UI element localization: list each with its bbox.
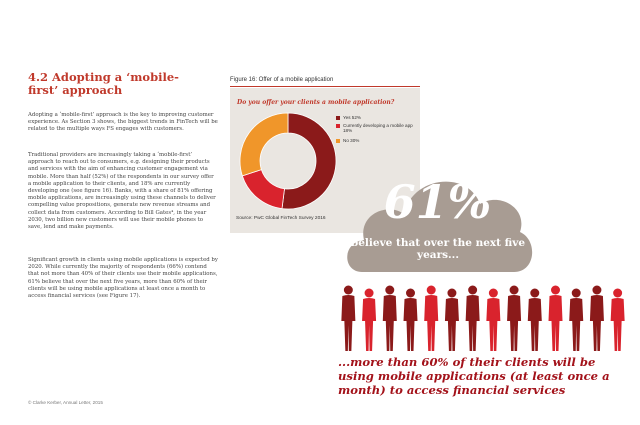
person-silhouette xyxy=(362,289,376,352)
paragraph-traditional-providers: Traditional providers are increasingly taking a ‘mobile-first’ approach to reach out to consumers, e.g. designing their products and services with the aim of enhancing customer engagement via mobile. More than half (52%) of the respondents in our survey offer a mobile application to their clients, and 18% are currently developing one (see figure 16). Banks, with a share of 81% offering mobile applications, are increasingly using these channels to deliver compelling value propositions, generate new revenue streams and collect data from customers. According to Bill Gates⁴, in the year 2030, two billion new customers will use their mobile phones to save, lend and make payments. xyxy=(28,152,216,231)
person-silhouette xyxy=(341,286,355,352)
person-silhouette xyxy=(507,286,521,352)
big-stat: 61% xyxy=(383,175,492,229)
person-silhouette xyxy=(549,286,563,352)
figure-source: Source: PwC Global FinTech Survey 2016 xyxy=(236,216,326,221)
person-silhouette xyxy=(383,286,397,352)
legend-swatch xyxy=(336,139,340,143)
figure-title: Figure 16: Offer of a mobile application xyxy=(230,77,334,83)
person-silhouette xyxy=(445,289,459,352)
legend-item-yes xyxy=(343,115,413,120)
legend-item-developing xyxy=(343,123,413,134)
people-silhouettes xyxy=(338,283,628,353)
person-silhouette xyxy=(486,289,500,352)
person-silhouette xyxy=(590,286,604,352)
paragraph-growth: Significant growth in clients using mobile applications is expected by 2020. While currently the majority of respondents (66%) contend that not more than 40% of their clients use their mobile applications, 61% believe that over the next five years, more than 60% of their clients will be using mobile applications at least once a month to access financial services (see Figure 17). xyxy=(28,257,218,300)
person-silhouette xyxy=(466,286,480,352)
person-silhouette xyxy=(404,289,418,352)
section-heading: 4.2 Adopting a ‘mobile-first’ approach xyxy=(28,70,179,97)
person-silhouette xyxy=(611,289,625,352)
legend-swatch xyxy=(336,116,340,120)
donut-slice-yes xyxy=(282,113,336,209)
cloud-text: believe that over the next five years... xyxy=(350,237,526,261)
legend-label: No 30% xyxy=(343,138,360,143)
legend-item-no xyxy=(343,138,413,143)
bottom-quote: ...more than 60% of their clients will be using mobile applications (at least once a month) to access financial services xyxy=(338,355,610,397)
legend-swatch xyxy=(336,124,340,128)
chart-title: Do you offer your clients a mobile application? xyxy=(237,99,395,106)
figure-rule xyxy=(230,86,420,87)
page-footer: © Clarke Kerber, Annual Letter, 2015 xyxy=(28,400,103,405)
person-silhouette xyxy=(424,286,438,352)
donut-slice-currently-developing-a-mobile-app xyxy=(242,170,284,209)
paragraph-intro: Adopting a ‘mobile-first’ approach is the key to improving customer experience. As Section 3 shows, the biggest trends in FinTech will be related to the multiple ways FS engages with customers. xyxy=(28,112,218,133)
person-silhouette xyxy=(528,289,542,352)
donut-slice-no xyxy=(240,113,288,176)
legend-label: Currently developing a mobile app 18% xyxy=(343,123,413,134)
person-silhouette xyxy=(569,289,583,352)
donut-chart xyxy=(233,106,343,216)
legend-label: Yes 52% xyxy=(343,115,361,120)
